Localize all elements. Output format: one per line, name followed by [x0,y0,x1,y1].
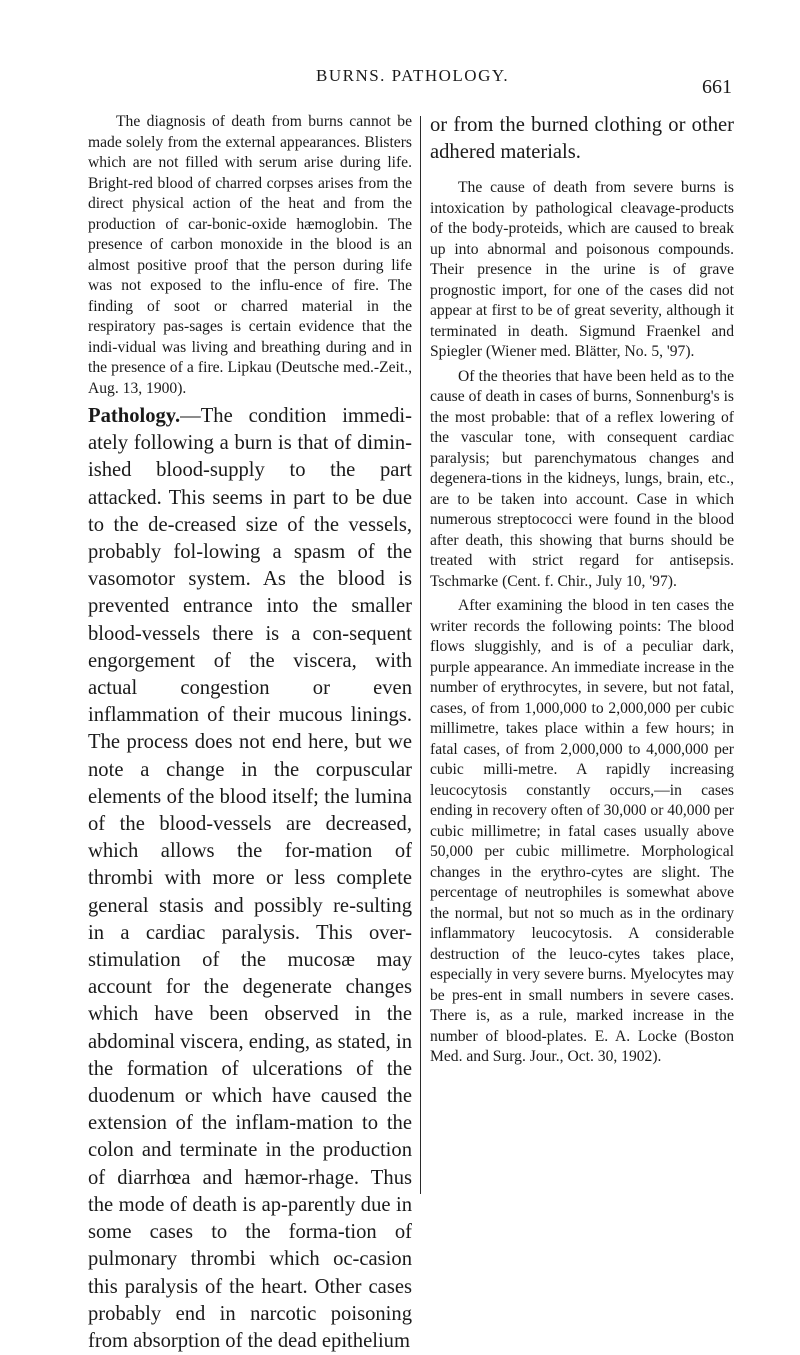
page-number: 661 [702,76,732,98]
right-column [430,112,734,1068]
left-column [88,112,412,1355]
diagnosis-paragraph: The diagnosis of death from burns cannot be made solely from the external appearances. Blisters which are not filled with serum arise during life. Bright-red blood of charred corpses arises from the direct physical action of the heat and from the production of car-bonic-oxide hæmoglobin. The presence of carbon monoxide in the blood is an almost positive proof that the person during life was not exposed to the influ-ence of fire. The finding of soot or charred material in the respiratory pas-sages is certain evidence that the indi-vidual was living and breathing during and in the presence of a fire. Lipkau (Deutsche med.-Zeit., Aug. 13, 1900). [88,113,412,397]
continuation-text: or from the burned clothing or other adhered materials. [430,114,734,164]
running-title: BURNS. PATHOLOGY. [316,66,510,85]
running-header [0,66,800,98]
pathology-heading: Pathology. [88,405,181,427]
column-divider [420,116,421,1194]
pathology-body: —The condition immedi-ately following a burn is that of dimin-ished blood-supply to the part attacked. This seems in part to be due to the de-creased size of the vessels, probably fol-lowing a spasm of the vasomotor system. As the blood is prevented entrance into the smaller blood-vessels there is a con-sequent engorgement of the viscera, with actual congestion or even inflammation of their mucous linings. The process does not end here, but we note a change in the corpuscular elements of the blood itself; the lumina of the blood-vessels are decreased, which allows the for-mation of thrombi with more or less complete general stasis and possibly re-sulting in a cardiac paralysis. This over-stimulation of the mucosæ may account for the degenerate changes which have been observed in the abdominal viscera, ending, as stated, in the formation of ulcerations of the duodenum or which have caused the extension of the inflam-mation to the colon and terminate in the production of diarrhœa and hæmor-rhage. Thus the mode of death is ap-parently due in some cases to the forma-tion of pulmonary thrombi which oc-casion this paralysis of the heart. Other cases probably end in narcotic poisoning from absorption of the dead epithelium [88,405,412,1352]
cause-of-death-paragraph: The cause of death from severe burns is intoxication by pathological cleavage-products of the body-proteids, which are caused to break up into abnormal and poisonous compounds. Their presence in the urine is of grave prognostic import, for one of the cases did not appear at first to be of great severity, although it terminated in death. Sigmund Fraenkel and Spiegler (Wiener med. Blätter, No. 5, '97). [430,179,734,361]
pathology-paragraph [88,403,412,1355]
theories-paragraph: Of the theories that have been held as to the cause of death in cases of burns, Sonnenburg's is the most probable: that of a reflex lowering of the vascular tone, with consequent cardiac paralysis; but parenchymatous changes and degenera-tions in the kidneys, lungs, brain, etc., are to be taken into account. Case in which numerous streptococci were found in the blood after death, this showing that burns should be treated with strict regard for antisepsis. Tschmarke (Cent. f. Chir., July 10, '97). [430,367,734,590]
blood-examination-paragraph: After examining the blood in ten cases the writer records the following points: The blood flows sluggishly, and is of a peculiar dark, purple appearance. An immediate increase in the number of erythrocytes, in severe, but not fatal, cases, of from 1,000,000 to 2,000,000 per cubic millimetre, takes place within a few hours; in fatal cases, of from 2,000,000 to 4,000,000 per cubic milli-metre. A rapidly increasing leucocytosis constantly occurs,—in cases ending in recovery often of 30,000 or 40,000 per cubic millimetre; in fatal cases usually above 50,000 per cubic millimetre. Morphological changes in the erythro-cytes are slight. The percentage of neutrophiles is somewhat above the normal, but not so much as in the ordinary inflammatory leucocytosis. A considerable destruction of the leuco-cytes takes place, especially in very severe burns. Myelocytes may be pres-ent in small numbers in severe cases. There is, as a rule, marked increase in the number of blood-plates. E. A. Locke (Boston Med. and Surg. Jour., Oct. 30, 1902). [430,597,734,1066]
